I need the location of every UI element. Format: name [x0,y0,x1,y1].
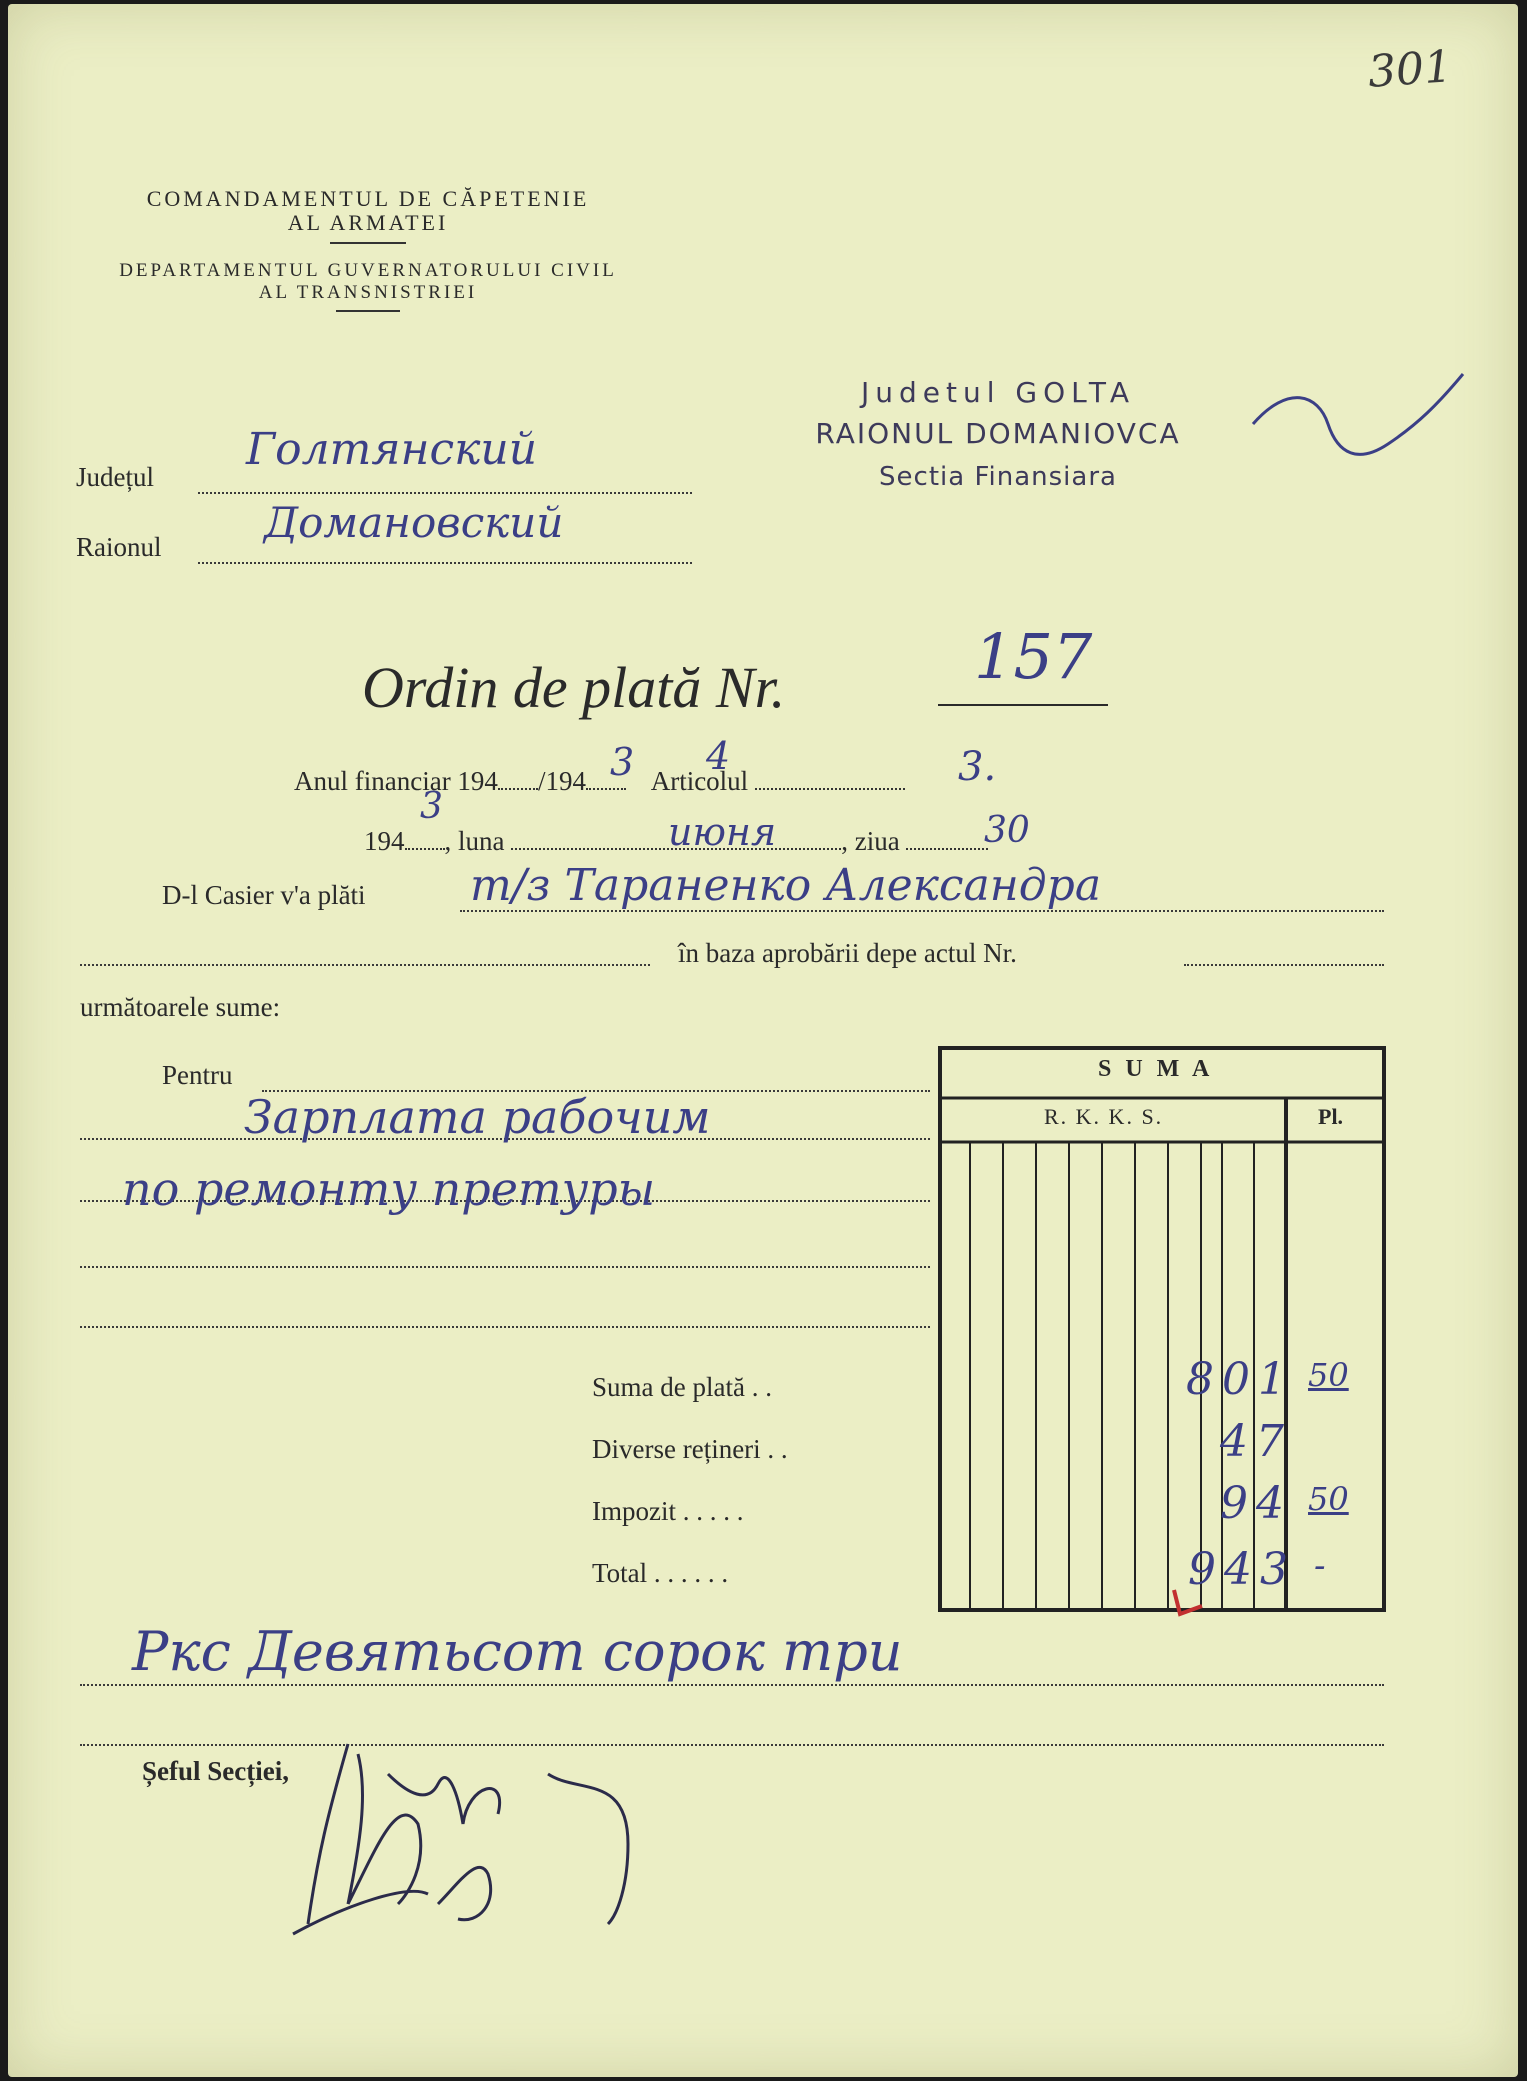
judet-line [198,492,692,494]
pentru-label: Pentru [162,1060,233,1090]
order-number-line [938,704,1108,706]
luna-value: июня [668,810,777,854]
pl-total: - [1314,1546,1326,1586]
luna-label: , luna [444,826,505,856]
ziua-value: 30 [984,810,1030,851]
raion-label: Raionul [76,532,162,562]
judet-label: Județul [76,462,154,492]
row-label: Impozit [592,1496,676,1526]
baza-blank-line [80,964,650,966]
ziua-label: , ziua [841,826,900,856]
document-paper [8,4,1518,2077]
amount-in-words: Ркс Девятьсот сорок три [132,1620,903,1683]
row-diverse-retineri [592,1434,788,1465]
casier-label: D-l Casier v'a plăti [162,880,366,910]
baza-label: în baza aprobării depe actul Nr. [678,938,1017,968]
fiscal-year2-value: 4 [706,734,731,778]
row-dots: . . [767,1434,788,1464]
date-year-blank [405,848,445,850]
header-line4: AL TRANSNISTRIEI [258,282,478,303]
archive-number: 301 [1366,41,1454,98]
pl-impozit: 50 [1308,1480,1349,1518]
fiscal-year-blank1 [498,788,538,790]
baza-number-line [1184,964,1384,966]
date-prefix: 194 [364,826,405,856]
header-line1: COMANDAMENTUL DE CĂPETENIE [146,186,590,211]
value-suma-de-plata: 801 [1186,1354,1294,1405]
articol-label: Articolul [650,766,749,796]
pen-stroke-mark [1248,364,1468,484]
value-diverse-retineri: 47 [1220,1416,1292,1467]
fiscal-year-label: Anul financiar 194 [294,766,498,796]
pl-header: Pl. [1318,1104,1344,1129]
pentru-text-line2: по ремонту претуры [122,1162,656,1216]
casier-value: т/з Тараненко Александра [470,860,1102,911]
chief-signature [288,1734,688,1964]
pentru-text-line1: Зарплата рабочим [244,1090,711,1144]
fiscal-year-blank2 [586,788,626,790]
fiscal-year1-value: 3 [610,740,635,784]
sume-label: următoarele sume: [80,992,281,1022]
order-title: Ordin de plată Nr. [362,655,786,720]
pentru-line-4 [80,1326,930,1328]
fiscal-year-sep: /194 [537,766,586,796]
stamp-line3: Sectia Finansiara [879,462,1117,492]
issuing-authority-header [68,186,668,318]
rkks-header: R. K. K. S. [1044,1104,1164,1129]
stamp-line2: RAIONUL DOMANIOVCA [815,417,1181,450]
header-line2: AL ARMATEI [287,210,449,235]
fiscal-year-row [294,766,905,797]
judet-value: Голтянский [246,424,538,475]
ziua-blank [906,848,988,850]
value-impozit: 94 [1220,1478,1292,1529]
row-total [592,1558,728,1589]
row-dots: . . . . . . [653,1558,729,1588]
raion-line [198,562,692,564]
suma-header: S U M A [1098,1056,1214,1082]
row-dots: . . . . . [682,1496,744,1526]
row-suma-de-plata [592,1372,772,1403]
extra-line [80,1744,1384,1746]
suma-table-grid [938,1046,1388,1620]
row-impozit [592,1496,743,1527]
articol-value: 3. [958,744,997,790]
header-divider-2 [336,310,400,312]
row-label: Suma de plată [592,1372,745,1402]
red-check-mark [1168,1584,1208,1624]
pentru-line-3 [80,1266,930,1268]
row-dots: . . [751,1372,772,1402]
articol-blank [755,788,905,790]
pl-suma-de-plata: 50 [1308,1356,1349,1394]
order-number: 157 [974,620,1093,693]
finance-section-stamp [768,376,1228,492]
stamp-line1: Judetul GOLTA [861,376,1135,409]
header-divider [330,242,406,244]
raion-value: Домановский [264,498,564,547]
row-label: Diverse rețineri [592,1434,761,1464]
date-year-value: 3 [420,786,443,827]
words-line [80,1684,1384,1686]
sef-label: Șeful Secției, [142,1756,289,1786]
value-total: 943 [1188,1544,1296,1595]
row-label: Total [592,1558,648,1588]
header-line3: DEPARTAMENTUL GUVERNATORULUI CIVIL [119,260,617,281]
